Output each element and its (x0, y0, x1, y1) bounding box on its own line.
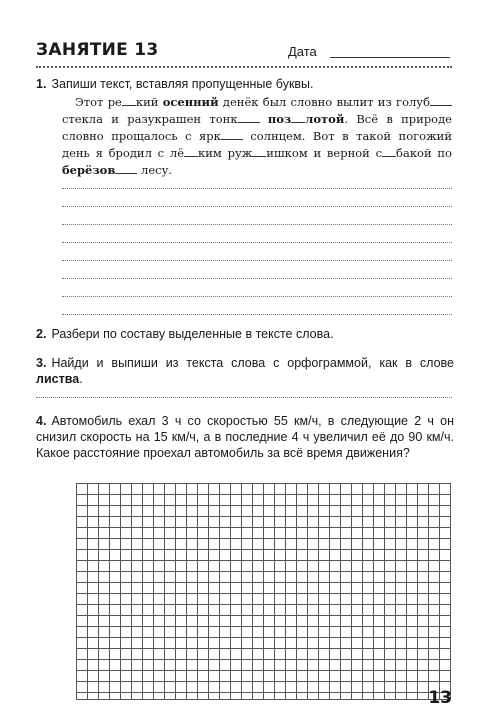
answer-grid[interactable] (76, 483, 451, 700)
task-3-number: 3. (36, 356, 47, 370)
task-4-instruction (36, 413, 454, 461)
letter-gap[interactable] (291, 113, 305, 123)
task-4-number: 4. (36, 414, 47, 428)
writing-line[interactable] (36, 397, 452, 398)
writing-line[interactable] (62, 188, 452, 189)
task-1-number: 1. (36, 77, 47, 91)
text-fragment: солнцем. Вот в такой погожий день я бродил с лё (62, 129, 452, 160)
text-fragment: ким руж (198, 146, 253, 160)
task-2-instruction (36, 326, 456, 342)
page-number: 13 (428, 688, 452, 708)
writing-line[interactable] (62, 224, 452, 225)
writing-line[interactable] (62, 206, 452, 207)
text-fragment: голуб (396, 95, 430, 109)
writing-line[interactable] (62, 278, 452, 279)
date-input-line[interactable] (330, 57, 450, 58)
writing-line[interactable] (62, 296, 452, 297)
text-fragment: денёк был словно вылит из (222, 95, 392, 109)
task-1-instruction (36, 76, 456, 92)
writing-line[interactable] (62, 314, 452, 315)
task-1-text: Запиши текст, вставляя пропущенные буквы. (51, 77, 314, 91)
letter-gap[interactable] (221, 130, 243, 140)
text-fragment: кий (135, 95, 159, 109)
letter-gap[interactable] (122, 96, 136, 106)
date-label: Дата (288, 44, 317, 59)
text-fragment: . Всё в природе словно прощалось с ярк (62, 112, 452, 143)
text-fragment: стекла и разукрашен тонк (62, 112, 238, 126)
letter-gap[interactable] (430, 96, 452, 106)
task-3-instruction (36, 355, 454, 387)
text-fragment: лесу. (141, 163, 172, 177)
text-fragment: ишком и верной с (266, 146, 383, 160)
header-divider (36, 66, 452, 68)
writing-line[interactable] (62, 242, 452, 243)
writing-line[interactable] (62, 260, 452, 261)
lesson-title: ЗАНЯТИЕ 13 (36, 40, 159, 60)
letter-gap[interactable] (382, 147, 396, 157)
highlighted-word: поз лотой (267, 112, 345, 126)
task-2-text: Разбери по составу выделенные в тексте слова. (51, 327, 334, 341)
task-3-text: Найди и выпиши из текста слова с орфограммой, как в слове (51, 356, 454, 370)
text-fragment: Этот ре (74, 95, 122, 109)
task-1-paragraph (62, 94, 452, 179)
text-fragment: бакой по (396, 146, 452, 160)
letter-gap[interactable] (252, 147, 266, 157)
letter-gap[interactable] (184, 147, 198, 157)
highlighted-word: осенний (162, 95, 219, 109)
letter-gap[interactable] (115, 164, 137, 174)
task-4-text: Автомобиль ехал 3 ч со скоростью 55 км/ч, в следующие 2 ч он снизил скорость на 15 км/ч, а в последние 4 ч увеличил её до 90 км/ч. Какое расстояние проехал автомобиль за всё время движения? (36, 414, 454, 460)
task-3-period: . (79, 372, 83, 386)
letter-gap[interactable] (238, 113, 260, 123)
example-word: листва (36, 372, 80, 386)
task-2-number: 2. (36, 327, 47, 341)
highlighted-word: берёзов (62, 163, 116, 177)
